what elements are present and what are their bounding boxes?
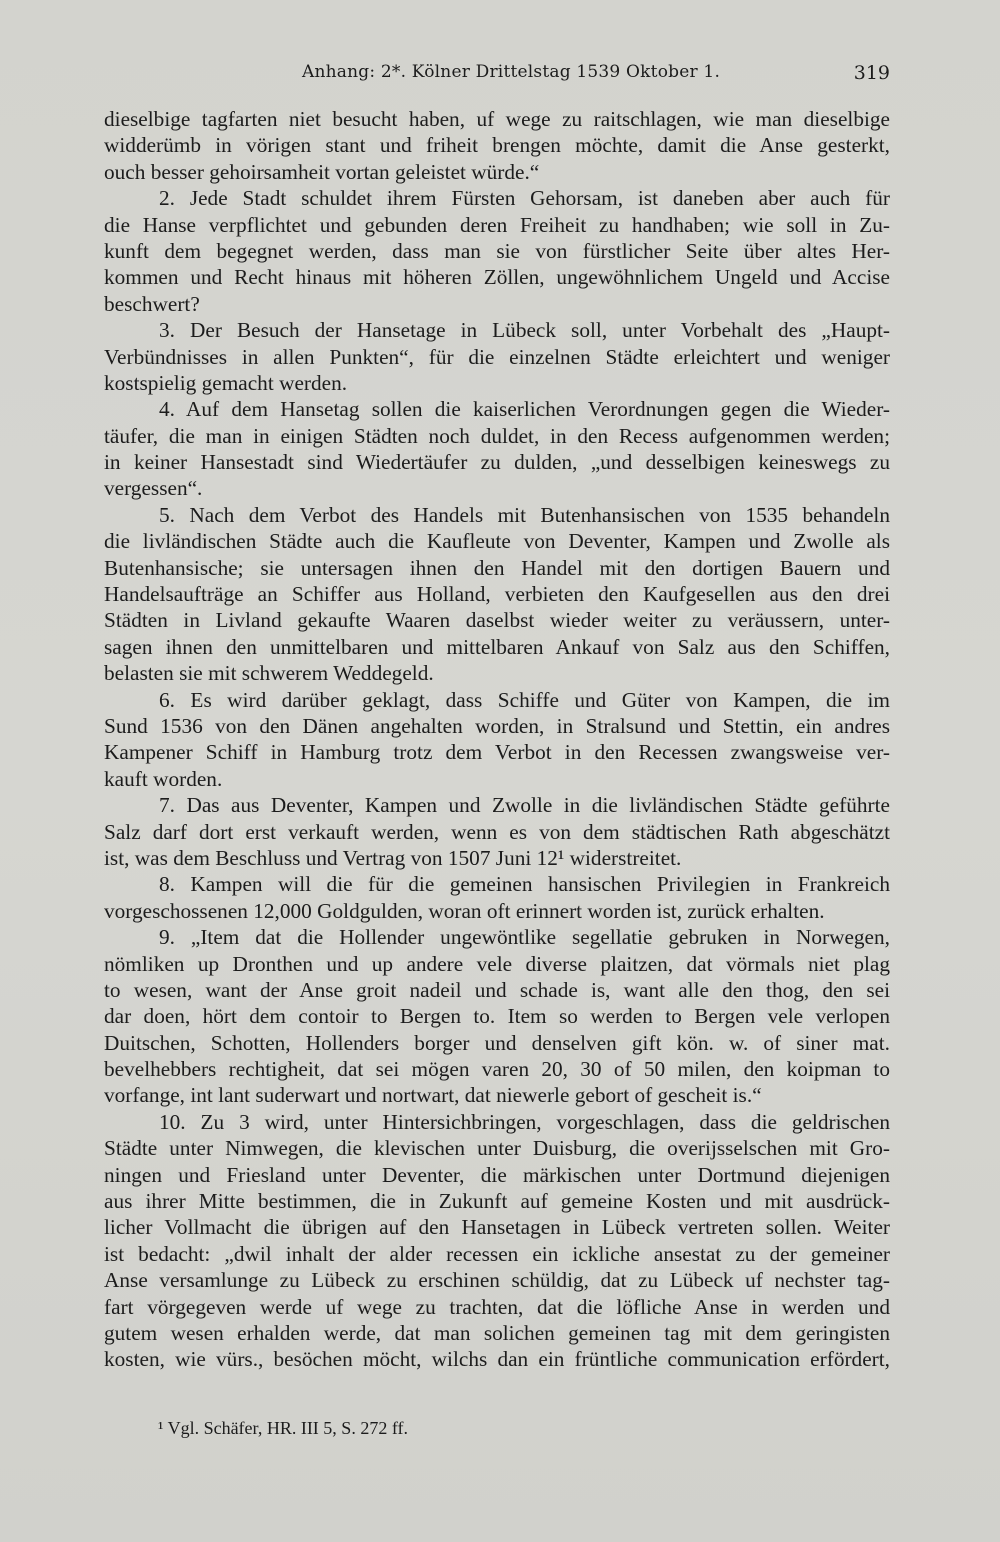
text-line: Städten in Livland gekaufte Waaren daselbst wieder weiter zu veräussern, unter-: [104, 608, 890, 633]
text-line: fart vörgegeven werde uf wege zu trachten, dat die löfliche Anse in werden und: [104, 1294, 890, 1319]
text-line: Städte unter Nimwegen, die klevischen unter Duisburg, die overijsselschen mit Gro-: [104, 1136, 890, 1161]
paragraph-5-start: 5. Nach dem Verbot des Handels mit Butenhansischen von 1535 behandeln: [159, 502, 890, 527]
text-line: ist, was dem Beschluss und Vertrag von 1507 Juni 12¹ widerstreitet.: [104, 845, 682, 870]
text-line: nömliken up Dronthen und up andere vele diverse plaitzen, dat vörmals niet plag: [104, 951, 890, 976]
text-line: dieselbige tagfarten niet besucht haben, uf wege zu raitschlagen, wie man dieselbige: [104, 107, 890, 131]
text-line: Butenhansische; sie untersagen ihnen den Handel mit den dortigen Bauern und: [104, 555, 890, 580]
text-line: aus ihrer Mitte bestimmen, die in Zukunft auf gemeine Kosten und mit ausdrück-: [104, 1189, 890, 1214]
text-line: die Hanse verpflichtet und gebunden deren Freiheit zu handhaben; wie soll in Zu-: [104, 212, 890, 237]
text-line: kommen und Recht hinaus mit höheren Zöllen, ungewöhnlichem Ungeld und Accise: [104, 265, 890, 290]
text-line: Handelsaufträge an Schiffer aus Holland, verbieten den Kaufgesellen aus den drei: [104, 582, 890, 607]
text-line: ouch besser gehoirsamheit vortan geleistet würde.“: [104, 159, 540, 184]
text-line: bevelhebbers rechtigheit, dat sei mögen varen 20, 30 of 50 milen, den koipman to: [104, 1057, 890, 1082]
text-line: Salz darf dort erst verkauft werden, wenn es von dem städtischen Rath abgeschätzt: [104, 819, 890, 844]
text-line: dar doen, hört dem contoir to Bergen to. Item so werden to Bergen vele verlopen: [104, 1004, 890, 1029]
running-head: Anhang: 2*. Kölner Drittelstag 1539 Oktober 1.: [302, 62, 721, 82]
text-line: licher Vollmacht die übrigen auf den Hansetagen in Lübeck vertreten sollen. Weiter: [104, 1215, 890, 1240]
text-line: belasten sie mit schwerem Weddegeld.: [104, 661, 434, 686]
text-line: kostspielig gemacht werden.: [104, 370, 348, 395]
body-text: [104, 106, 890, 1373]
text-line: to wesen, want der Anse groit nadeil und schade is, want alle den thog, den sei: [104, 977, 890, 1002]
text-line: vergessen“.: [104, 476, 203, 501]
text-line: sagen ihnen den unmittelbaren und mittelbaren Ankauf von Salz aus den Schiffen,: [104, 634, 890, 659]
page-number: 319: [853, 62, 890, 84]
text-line: ningen und Friesland unter Deventer, die märkischen unter Dortmund diejenigen: [104, 1162, 890, 1187]
text-line: Sund 1536 von den Dänen angehalten worden, in Stralsund und Stettin, ein andres: [104, 713, 890, 738]
paragraph-9-start: 9. „Item dat die Hollender ungewöntlike segellatie gebruken in Norwegen,: [159, 925, 890, 950]
text-line: kunft dem begegnet werden, dass man sie von fürstlicher Seite über altes Her-: [104, 238, 890, 263]
paragraph-6-start: 6. Es wird darüber geklagt, dass Schiffe und Güter von Kampen, die im: [159, 687, 890, 712]
paragraph-10-start: 10. Zu 3 wird, unter Hintersichbringen, vorgeschlagen, dass die geldrischen: [159, 1109, 890, 1134]
text-line: vorgeschossenen 12,000 Goldgulden, woran oft erinnert worden ist, zurück erhalten.: [104, 898, 825, 923]
text-line: Kampener Schiff in Hamburg trotz dem Verbot in den Recessen zwangsweise ver-: [104, 740, 890, 765]
text-line: kauft worden.: [104, 766, 223, 791]
text-line: ist bedacht: „dwil inhalt der alder recessen ein ickliche ansestat zu der gemeiner: [104, 1241, 890, 1266]
text-line: täufer, die man in einigen Städten noch duldet, in den Recess aufgenommen werden;: [104, 423, 890, 448]
page-header: [104, 62, 890, 92]
text-line: widderümb in vörigen stant und friheit brengen möchte, damit die Anse gesterkt,: [104, 133, 890, 158]
text-line: kosten, wie vürs., besöchen möcht, wilchs dan ein früntliche communication erfördert,: [104, 1347, 890, 1372]
footnote: ¹ Vgl. Schäfer, HR. III 5, S. 272 ff.: [158, 1418, 408, 1438]
paragraph-7-start: 7. Das aus Deventer, Kampen und Zwolle in die livländischen Städte geführte: [159, 793, 890, 818]
text-line: in keiner Hansestadt sind Wiedertäufer zu dulden, „und desselbigen keineswegs zu: [104, 450, 890, 475]
paragraph-8-start: 8. Kampen will die für die gemeinen hansischen Privilegien in Frankreich: [159, 872, 890, 897]
text-line: vorfange, int lant suderwart und nortwart, dat niewerle gebort of gescheit is.“: [104, 1083, 762, 1108]
text-line: beschwert?: [104, 291, 200, 316]
text-line: Anse versamlunge zu Lübeck zu erschinen schüldig, dat zu Lübeck uf nechster tag-: [104, 1268, 890, 1293]
paragraph-2-start: 2. Jede Stadt schuldet ihrem Fürsten Gehorsam, ist daneben aber auch für: [159, 186, 890, 211]
text-line: die livländischen Städte auch die Kaufleute von Deventer, Kampen und Zwolle als: [104, 529, 890, 554]
paragraph-4-start: 4. Auf dem Hansetag sollen die kaiserlichen Verordnungen gegen die Wieder-: [159, 397, 890, 422]
text-line: gutem wesen erhalden werde, dat man solichen gemeinen tag mit dem geringisten: [104, 1320, 890, 1345]
text-line: Duitschen, Schotten, Hollenders borger und denselven gift kön. w. of siner mat.: [104, 1030, 890, 1055]
text-line: Verbündnisses in allen Punkten“, für die einzelnen Städte erleichtert und weniger: [104, 344, 890, 369]
paragraph-3-start: 3. Der Besuch der Hansetage in Lübeck soll, unter Vorbehalt des „Haupt-: [159, 318, 890, 343]
